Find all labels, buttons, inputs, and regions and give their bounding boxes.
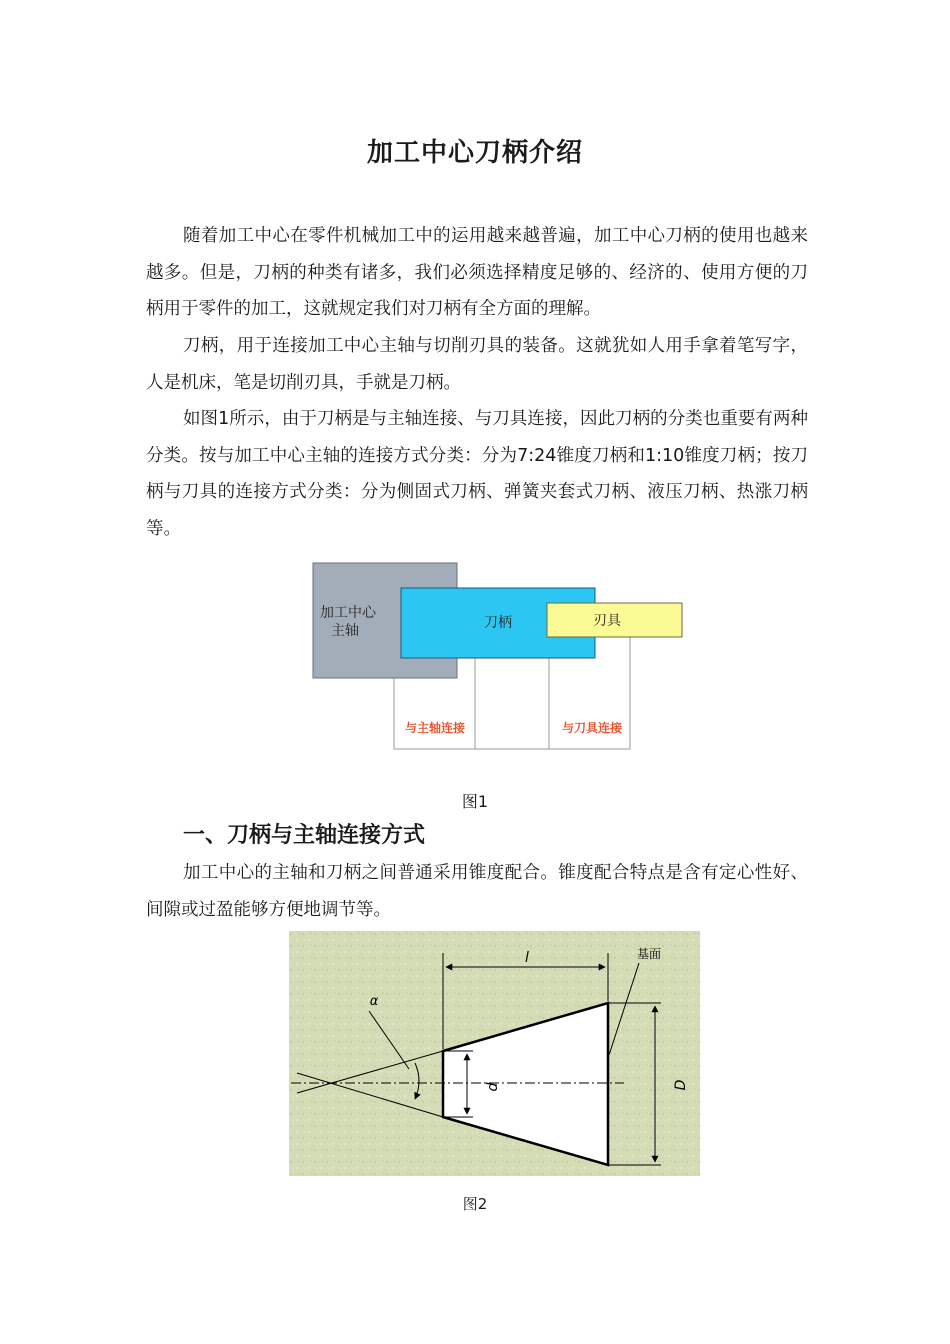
figure-2-caption: 图2 (462, 1195, 488, 1213)
label-l: l (525, 950, 529, 966)
figure-2-diagram (289, 931, 700, 1176)
paragraph-taper-fit: 加工中心的主轴和刀柄之间普通采用锥度配合。锥度配合特点是含有定心性好、间隙或过盈能够方便地调节等。 (146, 863, 808, 920)
paragraph-definition: 刀柄，用于连接加工中心主轴与切削刃具的装备。这就犹如人用手拿着笔写字，人是机床，笔是切削刃具，手就是刀柄。 (146, 336, 808, 393)
figure-1-caption: 图1 (461, 792, 489, 811)
spindle-label-line2: 主轴 (331, 623, 359, 639)
label-D: D (673, 1079, 689, 1091)
figure-1-diagram (312, 562, 684, 752)
holder-label: 刀柄 (484, 615, 512, 631)
paragraph-classification: 如图1所示，由于刀柄是与主轴连接、与刀具连接，因此刀柄的分类也重要有两种分类。按与加工中心主轴的连接方式分类：分为7:24锥度刀柄和1:10锥度刀柄；按刀柄与刀具的连接方式分类：分为侧固式刀柄、弹簧夹套式刀柄、液压刀柄、热涨刀柄等。 (146, 409, 808, 539)
label-base-face: 基面 (636, 947, 662, 961)
document-title: 加工中心刀柄介绍 (366, 138, 583, 168)
spindle-label-line1: 加工中心 (320, 605, 376, 621)
tool-label: 刃具 (593, 613, 621, 629)
paragraph-intro: 随着加工中心在零件机械加工中的运用越来越普遍，加工中心刀柄的使用也越来越多。但是，刀柄的种类有诸多，我们必须选择精度足够的、经济的、使用方便的刀柄用于零件的加工，这就规定我们对刀柄有全方面的理解。 (146, 226, 808, 319)
section-1-heading: 一、刀柄与主轴连接方式 (183, 823, 426, 848)
link-spindle-label: 与主轴连接 (404, 721, 466, 735)
link-tool-label: 与刀具连接 (561, 721, 623, 735)
label-alpha: α (369, 994, 379, 1009)
label-d: d (485, 1082, 501, 1092)
